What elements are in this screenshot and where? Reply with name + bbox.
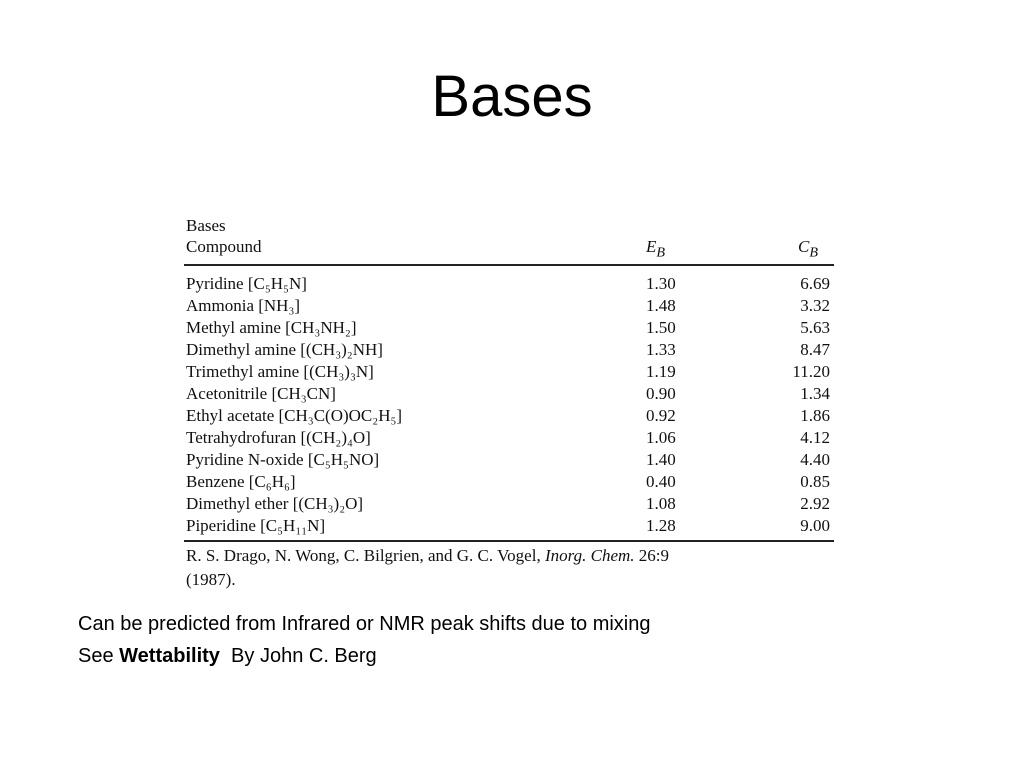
- header-cb: [798, 237, 818, 261]
- cb-cell: 4.40: [800, 450, 830, 469]
- table-caption: Bases: [186, 216, 226, 235]
- table-row: [180, 339, 840, 361]
- eb-cell: 1.33: [646, 340, 676, 359]
- table-row: [180, 449, 840, 471]
- compound-cell: Methyl amine [CH₃NH₂]: [186, 318, 357, 337]
- eb-cell: 1.50: [646, 318, 676, 337]
- compound-cell: Tetrahydrofuran [(CH₂)₄O]: [186, 428, 371, 447]
- eb-cell: 1.40: [646, 450, 676, 469]
- table-row: [180, 493, 840, 515]
- table-row: [180, 295, 840, 317]
- cb-cell: 3.32: [800, 296, 830, 315]
- header-eb: [646, 237, 665, 261]
- table-top-rule: [184, 264, 834, 266]
- table-body: [180, 273, 840, 537]
- book-title: Wettability: [119, 645, 220, 667]
- compound-cell: Piperidine [C₅H₁₁N]: [186, 516, 326, 535]
- reference-year: (1987).: [186, 570, 236, 589]
- note-line-1: Can be predicted from Infrared or NMR peak shifts due to mixing: [78, 613, 651, 635]
- cb-cell: 1.34: [800, 384, 830, 403]
- compound-cell: Ammonia [NH₃]: [186, 296, 301, 315]
- header-cb-subscript: B: [809, 244, 818, 261]
- eb-cell: 1.08: [646, 494, 676, 513]
- compound-cell: Dimethyl amine [(CH₃)₂NH]: [186, 340, 383, 359]
- cb-cell: 0.85: [800, 472, 830, 491]
- cb-cell: 5.63: [800, 318, 830, 337]
- eb-cell: 1.30: [646, 274, 676, 293]
- table-row: [180, 471, 840, 493]
- table-reference: [186, 544, 836, 592]
- header-compound: Compound: [186, 237, 262, 256]
- compound-cell: Ethyl acetate [CH₃C(O)OC₂H₅]: [186, 406, 403, 425]
- compound-cell: Pyridine [C₅H₅N]: [186, 274, 307, 293]
- eb-cell: 0.90: [646, 384, 676, 403]
- table-row: [180, 405, 840, 427]
- compound-cell: Trimethyl amine [(CH₃)₃N]: [186, 362, 374, 381]
- slide-title: Bases: [431, 64, 593, 129]
- compound-cell: Acetonitrile [CH₃CN]: [186, 384, 336, 403]
- cb-cell: 9.00: [800, 516, 830, 535]
- reference-volume: 26:9: [638, 546, 669, 565]
- eb-cell: 0.92: [646, 406, 676, 425]
- header-eb-symbol: E: [646, 237, 657, 256]
- reference-authors: R. S. Drago, N. Wong, C. Bilgrien, and G. C. Vogel,: [186, 546, 541, 565]
- compound-cell: Benzene [C₆H₆]: [186, 472, 296, 491]
- book-author: By John C. Berg: [231, 645, 377, 667]
- table-row: [180, 317, 840, 339]
- cb-cell: 1.86: [800, 406, 830, 425]
- header-eb-subscript: B: [656, 244, 666, 261]
- note-line-2: [78, 644, 377, 668]
- compound-cell: Pyridine N-oxide [C₅H₅NO]: [186, 450, 380, 469]
- table-row: [180, 515, 840, 537]
- header-cb-symbol: C: [798, 237, 810, 256]
- cb-cell: 8.47: [800, 340, 830, 359]
- eb-cell: 1.48: [646, 296, 676, 315]
- cb-cell: 4.12: [800, 428, 830, 447]
- eb-cell: 1.19: [646, 362, 676, 381]
- bases-table-scan: [180, 212, 840, 592]
- cb-cell: 2.92: [800, 494, 830, 513]
- cb-cell: 6.69: [800, 274, 830, 293]
- table-row: [180, 273, 840, 295]
- eb-cell: 0.40: [646, 472, 676, 491]
- compound-cell: Dimethyl ether [(CH₃)₂O]: [186, 494, 364, 513]
- reference-journal: Inorg. Chem.: [544, 546, 635, 565]
- cb-cell: 11.20: [792, 362, 830, 381]
- table-bottom-rule: [184, 540, 834, 542]
- table-row: [180, 427, 840, 449]
- eb-cell: 1.06: [646, 428, 676, 447]
- eb-cell: 1.28: [646, 516, 676, 535]
- table-row: [180, 361, 840, 383]
- table-row: [180, 383, 840, 405]
- note-see: See: [78, 645, 114, 667]
